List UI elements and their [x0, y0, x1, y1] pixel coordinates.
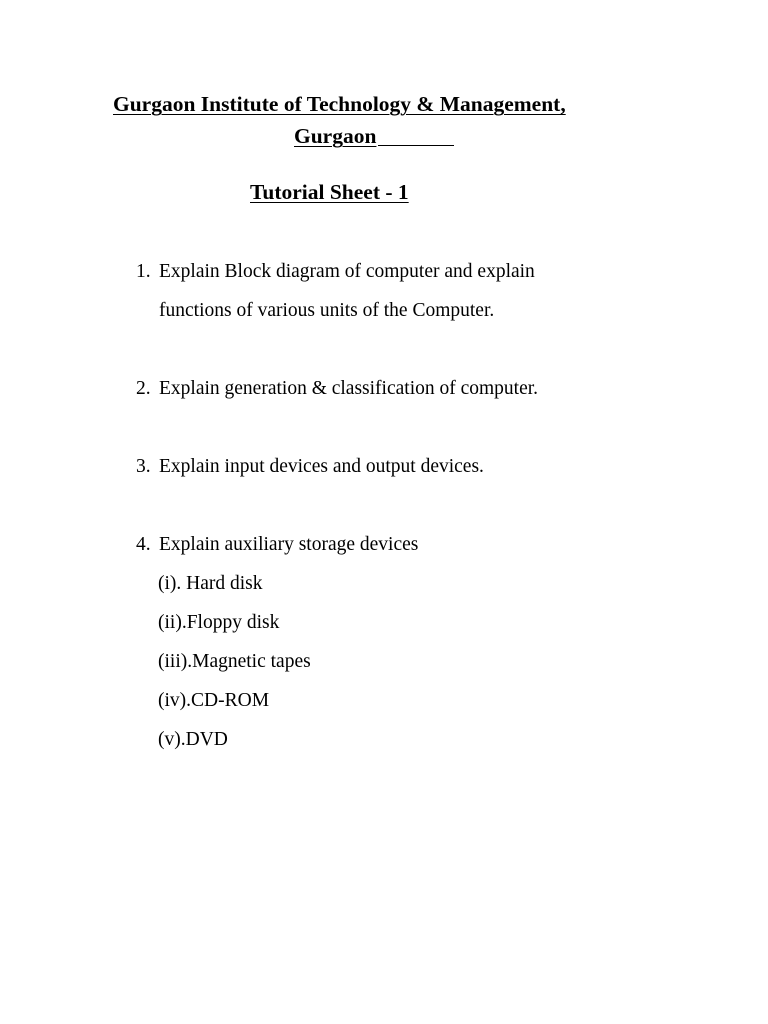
question-1-line-2: functions of various units of the Computer.: [159, 300, 495, 321]
institute-name-line-2: [294, 124, 454, 149]
question-4-number: 4.: [136, 534, 151, 555]
sheet-title: Tutorial Sheet - 1: [250, 180, 409, 204]
storage-subitem: (ii).Floppy disk: [158, 612, 280, 633]
storage-subitem: (iii).Magnetic tapes: [158, 651, 311, 672]
question-2-number: 2.: [136, 378, 151, 399]
question-1-number: 1.: [136, 261, 151, 282]
storage-subitem: (v).DVD: [158, 729, 228, 750]
institute-city: Gurgaon: [294, 124, 377, 148]
question-2-line-1: Explain generation & classification of computer.: [159, 378, 539, 399]
question-4-line-1: Explain auxiliary storage devices: [159, 534, 419, 555]
underline-tail: [378, 144, 454, 146]
question-3-number: 3.: [136, 456, 151, 477]
storage-subitem: (i). Hard disk: [158, 573, 263, 594]
storage-subitem: (iv).CD-ROM: [158, 690, 270, 711]
institute-name-line-1: Gurgaon Institute of Technology & Management,: [113, 92, 566, 116]
question-1-line-1: Explain Block diagram of computer and explain: [159, 261, 535, 282]
question-3-line-1: Explain input devices and output devices.: [159, 456, 484, 477]
